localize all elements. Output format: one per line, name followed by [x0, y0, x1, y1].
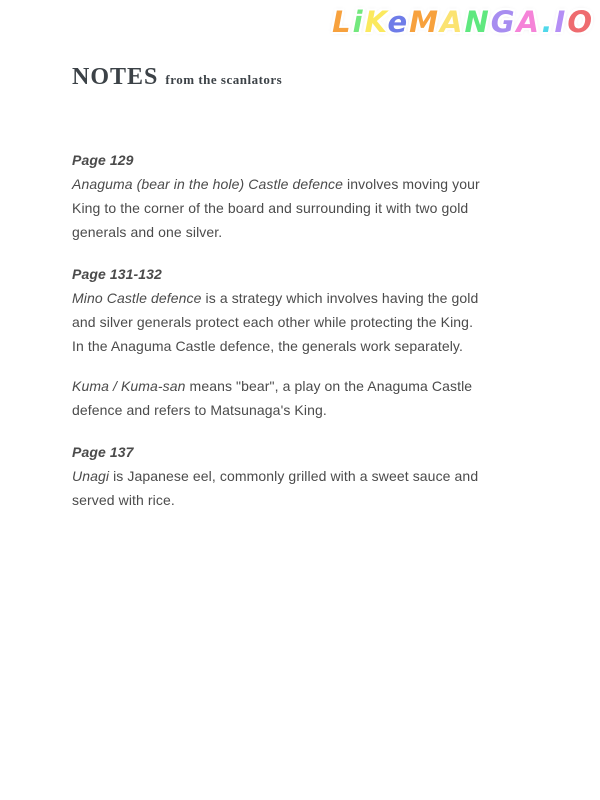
logo-letter: G: [490, 5, 517, 39]
logo-letter: A: [516, 5, 542, 39]
note-text: King to the corner of the board and surrounding it with two gold: [72, 200, 469, 216]
note-line: [72, 286, 552, 310]
note-text: served with rice.: [72, 492, 175, 508]
page-header: Page 131-132: [72, 266, 162, 282]
logo-letter: A: [439, 5, 465, 39]
note-line: [72, 172, 552, 196]
logo-letter: N: [464, 5, 491, 39]
note-term: Unagi: [72, 468, 110, 484]
notes-subtitle: from the scanlators: [165, 72, 283, 87]
notes-heading: [72, 64, 282, 91]
page-header: Page 137: [72, 444, 134, 460]
logo-letter: i: [352, 5, 365, 39]
note-line: [72, 488, 552, 512]
logo-letter: e: [387, 5, 410, 39]
logo-letter: M: [409, 5, 440, 39]
note-text: generals and one silver.: [72, 224, 223, 240]
note-text: defence and refers to Matsunaga's King.: [72, 402, 327, 418]
scanlator-notes: [72, 148, 552, 512]
note-term: Anaguma (bear in the hole) Castle defence: [72, 176, 344, 192]
likemanga-watermark-logo: [332, 5, 594, 39]
note-term: Kuma / Kuma-san: [72, 378, 186, 394]
note-text: In the Anaguma Castle defence, the generals work separately.: [72, 338, 463, 354]
logo-letter: .: [541, 5, 555, 39]
note-section: [72, 440, 552, 512]
note-line: [72, 310, 552, 334]
note-section: [72, 262, 552, 358]
note-line: [72, 334, 552, 358]
logo-letter: O: [567, 5, 594, 39]
note-line: [72, 196, 552, 220]
page-header: Page 129: [72, 152, 134, 168]
notes-title: NOTES: [72, 64, 159, 90]
note-text: means "bear", a play on the Anaguma Castle: [185, 378, 473, 394]
note-section: [72, 374, 552, 422]
note-text: and silver generals protect each other while protecting the King.: [72, 314, 474, 330]
logo-letter: I: [554, 5, 568, 39]
note-text: involves moving your: [343, 176, 480, 192]
logo-letter: K: [364, 5, 388, 39]
logo-letter: L: [332, 5, 353, 39]
note-section: [72, 148, 552, 244]
note-line: [72, 220, 552, 244]
note-text: is Japanese eel, commonly grilled with a sweet sauce and: [109, 468, 479, 484]
note-term: Mino Castle defence: [72, 290, 202, 306]
note-line: [72, 464, 552, 488]
note-line: [72, 398, 552, 422]
note-text: is a strategy which involves having the gold: [201, 290, 479, 306]
note-line: [72, 374, 552, 398]
